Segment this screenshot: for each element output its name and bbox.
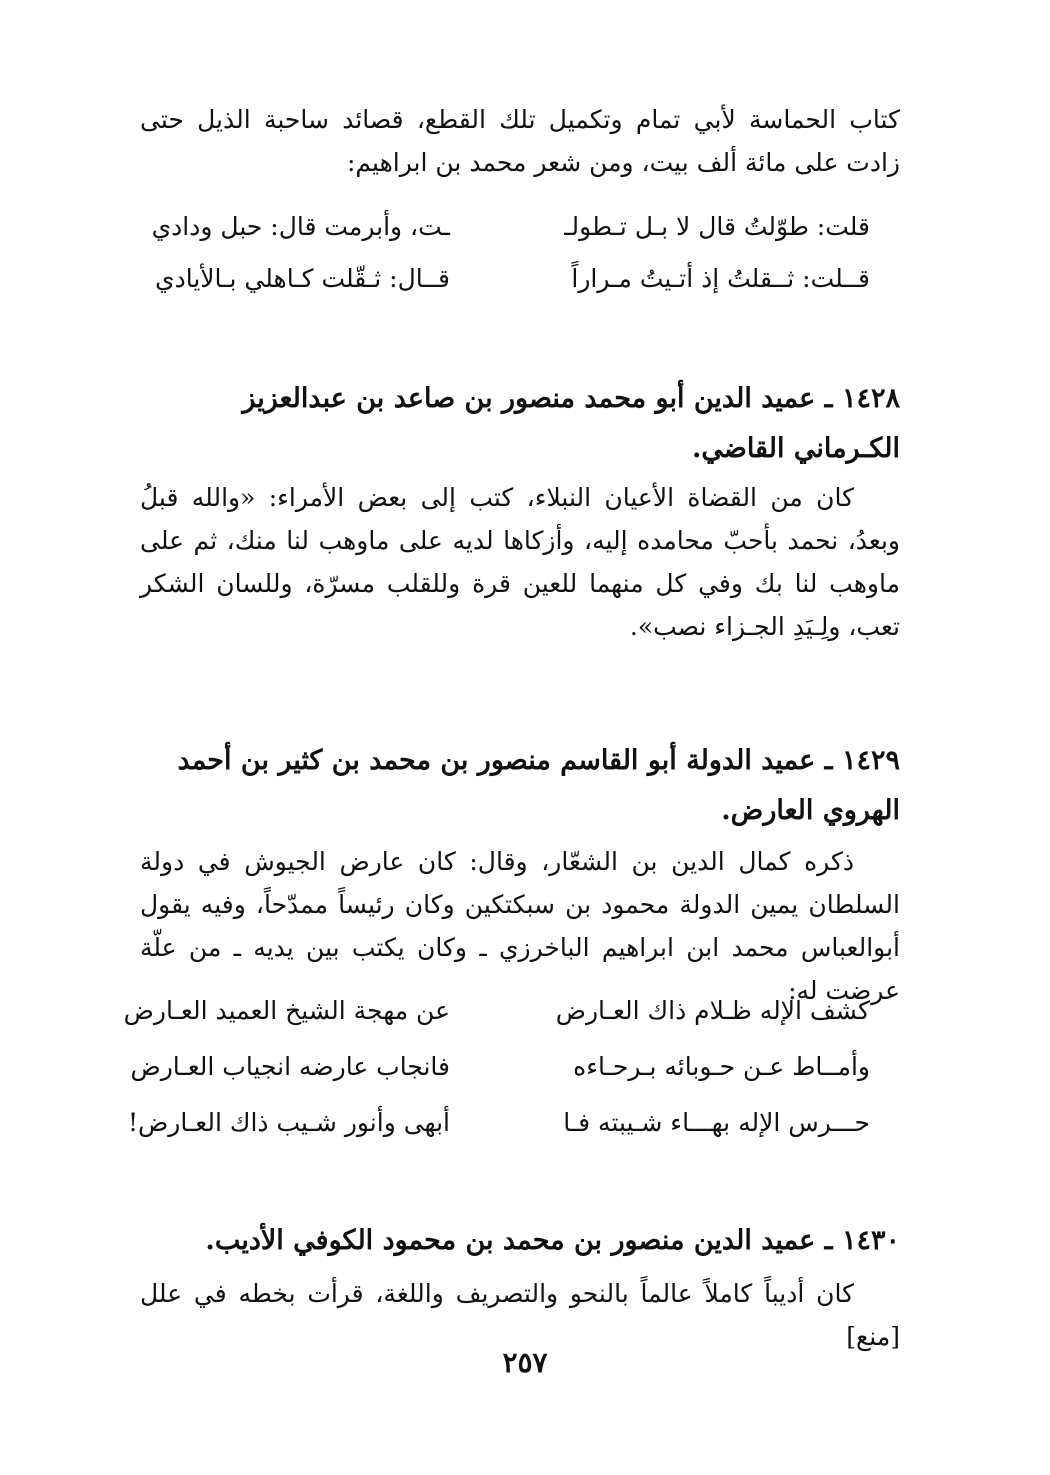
verse-line: [110, 1108, 870, 1152]
intro-paragraph: كتاب الحماسة لأبي تمام وتكميل تلك القطع، قصائد ساحبة الذيل حتى زادت على مائة ألف بيت، ومن شعر محمد بن ابراهيم:: [140, 105, 900, 177]
entry-body-1428: كان من القضاة الأعيان النبلاء، كتب إلى بعض الأمراء: «والله قبلُ وبعدُ، نحمد بأحبّ محامده إليه، وأزكاها لديه على ماوهب لنا منك، ثم على ماوهب لنا بك وفي كل منهما للعين قرة وللقلب مسرّة، وللسان الشكر تعب، ولِـيَدِ الجـزاء نصب».: [140, 483, 900, 641]
entry-body-1429: ذكره كمال الدين بن الشعّار، وقال: كان عارض الجيوش في دولة السلطان يمين الدولة محمود بن سبكتكين وكان رئيساً ممدّحاً، وفيه يقول أبوالعباس محمد ابن ابراهيم الباخرزي ـ وكان يكتب بين يديه ـ من علّة عرضت له:: [140, 847, 900, 1005]
verse-first-hemistich: وأمــاط عـن حـوبائه بـرحـاءه: [573, 1052, 870, 1081]
verse-second-hemistich: ـت، وأبرمت قال: حبل ودادي: [151, 212, 450, 241]
verse-first-hemistich: حـــرس الإله بهـــاء شـيبته فـا: [563, 1108, 870, 1137]
verse-first-hemistich: قلت: طوّلتُ قال لا بـل تـطولـ: [564, 212, 870, 241]
entry-heading-1428: ١٤٢٨ ـ عميد الدين أبو محمد منصور بن صاعد بن عبدالعزيز الكـرماني القاضي.: [242, 383, 900, 464]
entry-heading-1429: ١٤٢٩ ـ عميد الدولة أبو القاسم منصور بن محمد بن كثير بن أحمد الهروي العارض.: [177, 745, 900, 826]
verse-second-hemistich: فانجاب عارضه انجياب العـارض: [130, 1052, 450, 1081]
verse-first-hemistich: كشف الإله ظـلام ذاك العـارض: [555, 996, 870, 1025]
verse-second-hemistich: قــال: ثـقّلت كـاهلي بـالأيادي: [155, 264, 450, 293]
verse-line: [110, 212, 870, 256]
entry-body-1430: كان أديباً كاملاً عالماً بالنحو والتصريف واللغة، قرأت بخطه في علل [منع]: [140, 1279, 900, 1351]
verse-second-hemistich: عن مهجة الشيخ العميد العـارض: [123, 996, 450, 1025]
entry-heading-1430: ١٤٣٠ ـ عميد الدين منصور بن محمد بن محمود الكوفي الأديب.: [205, 1225, 900, 1256]
verse-line: [110, 1052, 870, 1096]
verse-second-hemistich: أبهى وأنور شـيب ذاك العـارض!: [128, 1108, 450, 1137]
verse-line: [110, 264, 870, 308]
verse-first-hemistich: قــلت: ثــقلتُ إذ أتـيتُ مـراراً: [571, 264, 870, 293]
page-number: ٢٥٧: [502, 1346, 548, 1379]
verse-line: [110, 996, 870, 1040]
